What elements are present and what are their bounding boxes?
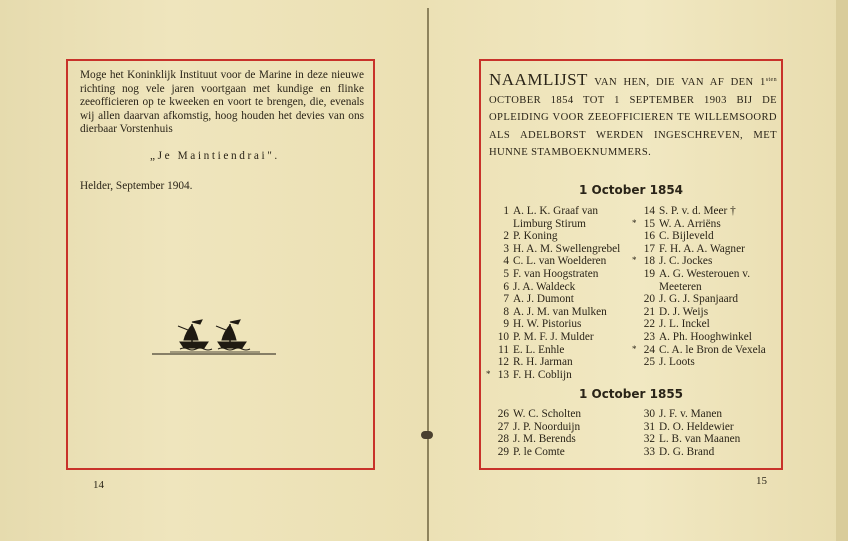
heading-ordinal: 1 bbox=[760, 77, 766, 88]
stamboek-number: 11 bbox=[498, 343, 509, 356]
cadet-name: A. L. K. Graaf van bbox=[513, 205, 599, 217]
cadet-name: J. Loots bbox=[659, 356, 695, 369]
stamboek-number: 8 bbox=[503, 305, 509, 318]
stamboek-number: 23 bbox=[643, 330, 655, 343]
stamboek-number: 17 bbox=[643, 242, 655, 255]
stamboek-number: 28 bbox=[497, 433, 509, 446]
cadet-name: A. J. Dumont bbox=[513, 293, 574, 306]
stamboek-number: 7 bbox=[503, 293, 509, 306]
stamboek-number: 33 bbox=[643, 445, 655, 458]
page-edge bbox=[836, 0, 848, 541]
ship-icon bbox=[216, 320, 250, 350]
list-item bbox=[636, 243, 766, 256]
stamboek-number: 21 bbox=[643, 305, 655, 318]
list-item bbox=[632, 343, 766, 357]
list-item bbox=[632, 255, 766, 268]
list-item bbox=[490, 344, 620, 357]
cadet-name: C. L. van Woelderen bbox=[513, 255, 607, 268]
list-item bbox=[490, 408, 581, 421]
cadet-name: S. P. v. d. Meer † bbox=[659, 205, 736, 217]
asterisk-mark: * bbox=[632, 217, 637, 228]
dedication-paragraph: Moge het Koninklijk Instituut voor de Marine in deze nieuwe richting nog vele jaren voortgaan met kundige en flinke zeeofficieren op te kweeken en voort te brengen, die, evenals wij allen daarvan afkomstig, hoog houden het devies van ons dierbaar Vorstenhuis bbox=[80, 69, 364, 136]
cadet-name: R. H. Jarman bbox=[513, 356, 573, 369]
section-title: 1 October 1854 bbox=[578, 183, 684, 197]
asterisk-mark: * bbox=[632, 255, 637, 266]
page-number-left: 14 bbox=[93, 479, 104, 491]
heading-text-1: VAN HEN, DIE VAN AF DEN bbox=[587, 77, 761, 88]
stamboek-number: 14 bbox=[643, 205, 655, 217]
cadet-name: P. Koning bbox=[513, 230, 558, 243]
binding-thread-icon bbox=[421, 431, 433, 439]
two-sailing-ships-ornament-icon bbox=[150, 312, 278, 357]
cadet-name: J. L. Inckel bbox=[659, 318, 710, 331]
list-item bbox=[636, 356, 766, 369]
list-item bbox=[636, 268, 766, 281]
cadet-name: C. A. le Bron de Vexela bbox=[659, 343, 766, 356]
cadet-name: P. le Comte bbox=[513, 445, 565, 458]
list-item bbox=[490, 293, 620, 306]
stamboek-number: 6 bbox=[503, 280, 509, 293]
stamboek-number: 1 bbox=[503, 205, 509, 217]
stamboek-number: 24 bbox=[643, 343, 655, 356]
cadet-name: D. O. Heldewier bbox=[659, 420, 734, 433]
cadet-name: F. van Hoogstraten bbox=[513, 267, 599, 280]
cadet-name: F. H. A. A. Wagner bbox=[659, 242, 745, 255]
heading-ordinal-suffix: sten bbox=[765, 77, 777, 83]
cadet-name: J. F. v. Manen bbox=[659, 408, 723, 420]
cadet-name: W. C. Scholten bbox=[513, 408, 581, 420]
name-column bbox=[486, 205, 621, 381]
cadet-name: A. G. Westerouen v. bbox=[659, 267, 751, 280]
list-item bbox=[636, 421, 740, 434]
stamboek-number: 26 bbox=[497, 408, 509, 420]
list-item bbox=[490, 433, 581, 446]
list-item bbox=[636, 293, 766, 306]
cadet-name: H. A. M. Swellengrebel bbox=[513, 242, 621, 255]
stamboek-number: 22 bbox=[643, 318, 655, 331]
list-item bbox=[490, 281, 620, 294]
cadet-name: E. L. Enhle bbox=[513, 343, 565, 356]
stamboek-number: 15 bbox=[643, 217, 655, 230]
stamboek-number: 19 bbox=[643, 267, 655, 280]
list-item bbox=[636, 205, 766, 218]
stamboek-number: 27 bbox=[497, 420, 509, 433]
heading-text-2: OCTOBER 1854 TOT 1 SEPTEMBER 1903 BIJ DE OPLEIDING VOOR ZEEOFFICIEREN TE WILLEMSOORD ALS ADELBORST WERDEN INGESCHREVEN, MET HUNNE STAMBOEKNUMMERS. bbox=[489, 94, 777, 159]
list-item bbox=[490, 255, 620, 268]
list-item bbox=[636, 230, 766, 243]
cadet-name: A. J. M. van Mulken bbox=[513, 305, 607, 318]
stamboek-number: 16 bbox=[643, 230, 655, 243]
stamboek-number: 9 bbox=[503, 318, 509, 331]
cadet-name: D. G. Brand bbox=[659, 445, 715, 458]
stamboek-number: 5 bbox=[503, 267, 509, 280]
stamboek-number: 29 bbox=[497, 445, 509, 458]
list-item bbox=[490, 446, 581, 459]
date-line: Helder, September 1904. bbox=[80, 180, 193, 192]
cadet-name: F. H. Coblijn bbox=[513, 368, 572, 381]
asterisk-mark: * bbox=[486, 368, 491, 379]
list-item bbox=[490, 218, 620, 231]
stamboek-number: 30 bbox=[643, 408, 655, 420]
list-item bbox=[490, 243, 620, 256]
list-item bbox=[636, 446, 740, 459]
cadet-name: J. G. J. Spanjaard bbox=[659, 293, 739, 306]
list-item bbox=[636, 318, 766, 331]
list-heading bbox=[489, 71, 777, 162]
list-item bbox=[636, 306, 766, 319]
cadet-name: J. A. Waldeck bbox=[513, 280, 576, 293]
section-title: 1 October 1855 bbox=[578, 387, 684, 401]
list-item bbox=[636, 281, 766, 294]
list-item bbox=[486, 368, 620, 382]
list-item bbox=[490, 268, 620, 281]
cadet-name: H. W. Pistorius bbox=[513, 318, 582, 331]
stamboek-number: 3 bbox=[503, 242, 509, 255]
stamboek-number: 31 bbox=[643, 420, 655, 433]
list-item bbox=[490, 306, 620, 319]
list-item bbox=[490, 356, 620, 369]
name-column bbox=[636, 408, 740, 458]
stamboek-number: 13 bbox=[497, 368, 509, 381]
name-column bbox=[490, 408, 581, 458]
cadet-name: Meeteren bbox=[659, 280, 702, 293]
cadet-name: J. P. Noorduijn bbox=[513, 420, 581, 433]
stamboek-number: 4 bbox=[503, 255, 509, 268]
asterisk-mark: * bbox=[632, 343, 637, 354]
list-item bbox=[636, 433, 740, 446]
book-gutter bbox=[427, 8, 429, 541]
ship-icon bbox=[178, 320, 212, 350]
list-item bbox=[636, 408, 740, 421]
name-column bbox=[632, 205, 766, 369]
stamboek-number: 18 bbox=[643, 255, 655, 268]
stamboek-number: 32 bbox=[643, 433, 655, 446]
heading-title: NAAMLIJST bbox=[489, 70, 588, 89]
cadet-name: L. B. van Maanen bbox=[659, 433, 741, 446]
cadet-name: A. Ph. Hooghwinkel bbox=[659, 330, 752, 343]
list-item bbox=[490, 421, 581, 434]
stamboek-number: 20 bbox=[643, 293, 655, 306]
cadet-name: J. C. Jockes bbox=[659, 255, 713, 268]
list-item bbox=[490, 205, 620, 218]
stamboek-number: 10 bbox=[497, 330, 509, 343]
stamboek-number: 2 bbox=[503, 230, 509, 243]
page-number-right: 15 bbox=[756, 475, 767, 487]
list-item bbox=[490, 331, 620, 344]
cadet-name: C. Bijleveld bbox=[659, 230, 714, 243]
cadet-name: P. M. F. J. Mulder bbox=[513, 330, 594, 343]
stamboek-number: 12 bbox=[497, 356, 509, 369]
list-item bbox=[636, 331, 766, 344]
list-item bbox=[490, 230, 620, 243]
cadet-name: D. J. Weijs bbox=[659, 305, 709, 318]
motto: „Je Maintiendrai". bbox=[150, 150, 280, 162]
list-item bbox=[490, 318, 620, 331]
cadet-name: Limburg Stirum bbox=[513, 217, 586, 230]
cadet-name: W. A. Arriëns bbox=[659, 217, 721, 230]
list-item bbox=[632, 217, 766, 231]
cadet-name: J. M. Berends bbox=[513, 433, 576, 446]
stamboek-number: 25 bbox=[643, 356, 655, 369]
